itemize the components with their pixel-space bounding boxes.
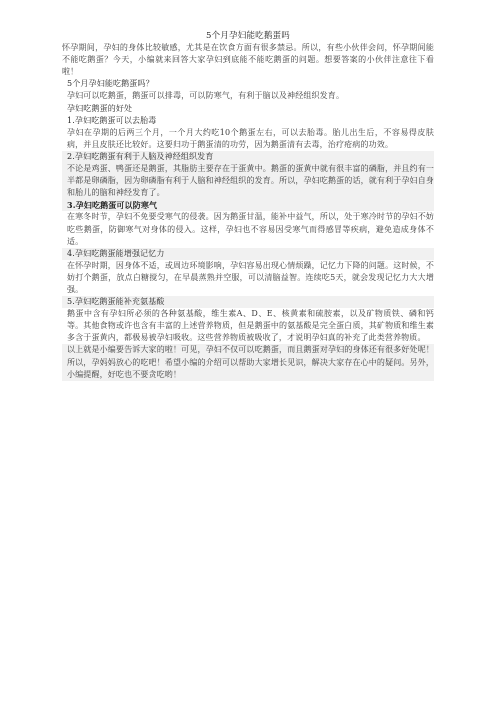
section-4-text: 在怀孕时期，因身体不适，或周边环境影响，孕妇容易出现心情烦躁，记忆力下降的问题。这时候，不妨打个鹅蛋，放点白糖搅匀，在早晨蒸熟并空服，可以清脑益智。连续吃5天，就会发现记忆力大大增强。: [67, 260, 434, 294]
section-4-heading: 4.孕妇吃鹅蛋能增强记忆力: [62, 248, 434, 260]
section-3-text: 在寒冬时节，孕妇不免要受寒气的侵袭。因为鹅蛋甘温，能补中益气，所以，处于寒冷时节的孕妇不妨吃些鹅蛋，防御寒气对身体的侵入。这样，孕妇也不容易因受寒气而得感冒等疾病，避免造成身体不适。: [67, 212, 434, 246]
section-1-heading: 1.孕妇吃鹅蛋可以去胎毒: [67, 115, 157, 125]
question-answer: 孕妇可以吃鹅蛋，鹅蛋可以排毒，可以防寒气，有利于脑以及神经组织发育。: [67, 91, 345, 101]
section-2-text: 不论是鸡蛋、鸭蛋还是鹅蛋，其脂肪主要存在于蛋黄中。鹅蛋的蛋黄中就有很丰富的磷脂，并且约有一半都是卵磷脂，因为卵磷脂有利于人脑和神经组织的发育。所以，孕妇吃鹅蛋的话，就有利于孕妇自身和胎儿的脑和神经发育了。: [62, 163, 434, 199]
benefits-heading: 孕妇吃鹅蛋的好处: [67, 103, 133, 113]
intro-paragraph: 怀孕期间，孕妇的身体比较敏感，尤其是在饮食方面有很多禁忌。所以，有些小伙伴会问，怀孕期间能不能吃鹅蛋？今天，小编就来回答大家孕妇到底能不能吃鹅蛋的问题。想要答案的小伙伴注意往下看啦！: [62, 43, 434, 77]
document-page: [62, 30, 434, 381]
section-5-heading: 5.孕妇吃鹅蛋能补充氨基酸: [62, 296, 434, 308]
section-5-text: 鹅蛋中含有孕妇所必须的各种氨基酸，维生素A、D、E、核黄素和硫胺素，以及矿物质铁、磷和钙等。其他食物或许也含有丰富的上述营养物质，但是鹅蛋中的氨基酸是完全蛋白质，其矿物质和维生素多含于蛋黄内，都极易被孕妇吸收。这些营养物质被吸收了，才说明孕妇真的补充了此类营养物质。: [67, 309, 434, 343]
section-1-text: 孕妇在孕期的后两三个月，一个月大约吃10个鹅蛋左右，可以去胎毒。胎儿出生后，不容易得皮肤病，并且皮肤还比较好。这要归功于鹅蛋清的功劳，因为鹅蛋清有去毒，治疗疮病的功效。: [67, 127, 434, 149]
question-heading: 5个月孕妇能吃鹅蛋吗？: [67, 79, 154, 89]
section-3-heading: 3.孕妇吃鹅蛋可以防寒气: [62, 199, 434, 211]
section-2-heading: 2.孕妇吃鹅蛋有利于人脑及神经组织发育: [62, 151, 434, 163]
document-title: 5个月孕妇能吃鹅蛋吗: [206, 31, 290, 41]
outro-paragraph: 以上就是小编要告诉大家的啦！可见，孕妇不仅可以吃鹅蛋，而且鹅蛋对孕妇的身体还有很多好处呢！所以，孕妈妈放心的吃吧！希望小编的介绍可以帮助大家增长见识，解决大家存在心中的疑问。另外，小编提醒，好吃也不要贪吃哟！: [62, 344, 434, 380]
